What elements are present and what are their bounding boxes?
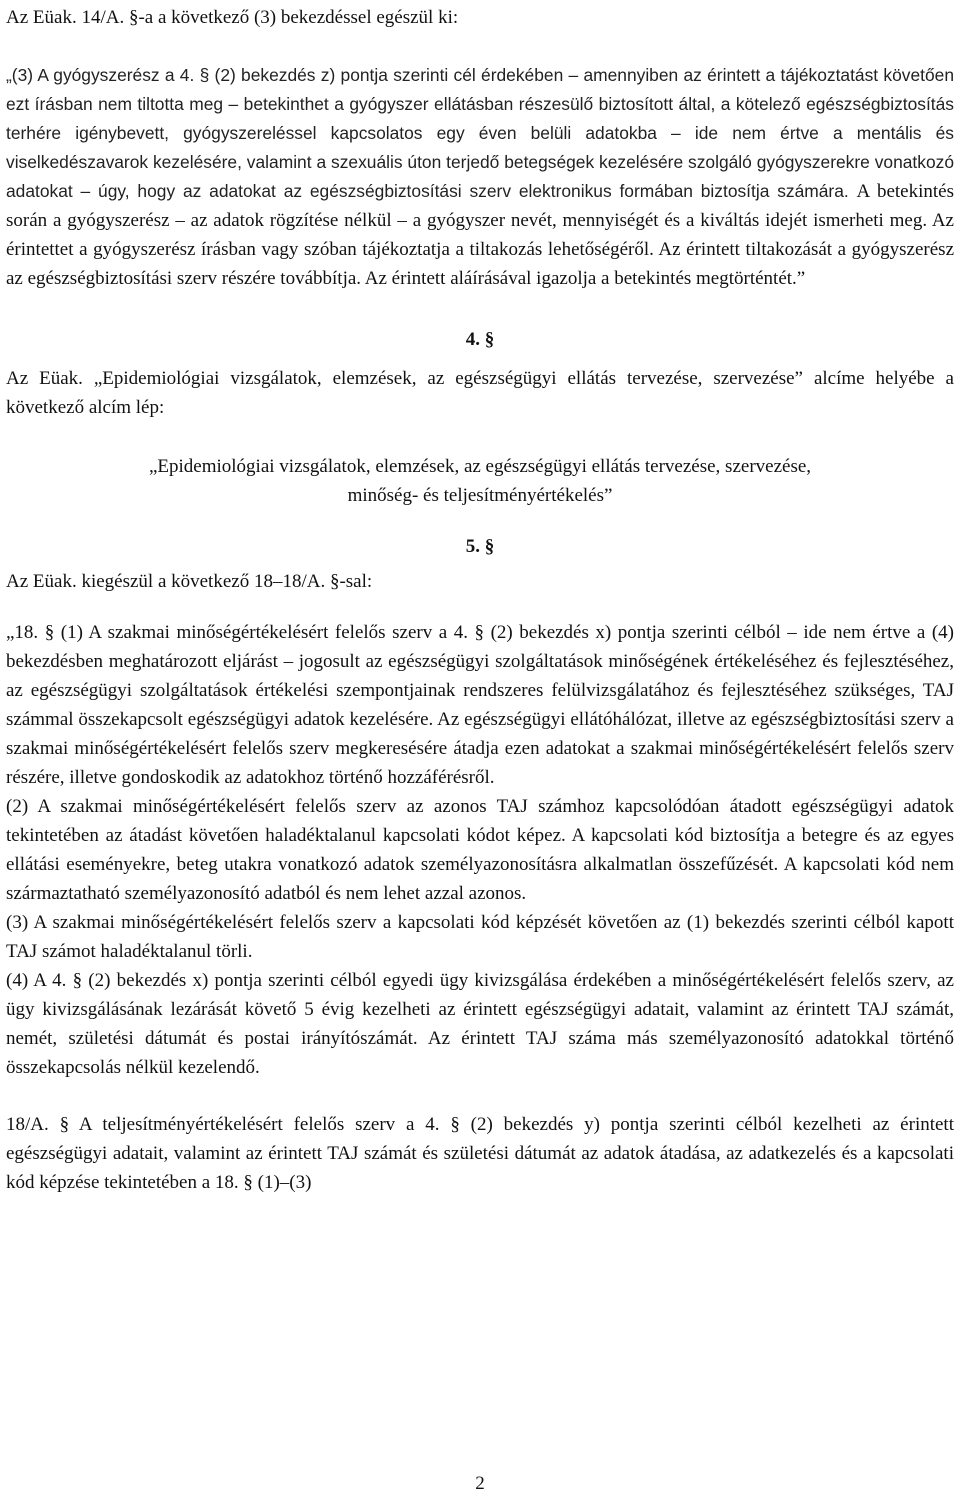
- spacer: [6, 354, 954, 364]
- paragraph-18-3: (3) A szakmai minőségértékelésért felelős szerv a kapcsolati kód képzését követően az (1) bekezdés szerinti célból kapott TAJ számot haladéktalanul törli.: [6, 912, 954, 962]
- page-number: 2: [475, 1473, 485, 1494]
- spacer: [6, 510, 954, 532]
- spacer: [6, 422, 954, 452]
- subtitle-line-1: „Epidemiológiai vizsgálatok, elemzések, az egészségügyi ellátás tervezése, szervezése,: [148, 456, 812, 477]
- spacer: [6, 596, 954, 618]
- paragraph-14a-3: „(3) A gyógyszerész a 4. § (2) bekezdés z) pontja szerinti cél érdekében – amennyiben az érintett a tájékoztatást követően ezt írásban nem tiltotta meg – betekinthet a gyógyszer ellátásban részesülő biztosított által, a kötelező egészségbiztosítás terhére igénybevett, gyógyszereléssel kapcsolatos egy éven belüli adatokba – ide nem értve a mentális és viselkedészavarok kezelésére, valamint a szexuális úton terjedő betegségek kezelésére szolgáló gyógyszerekre vonatkozó adatokat – úgy, hogy az adatokat az egészségbiztosítási szerv elektronikus formában biztosítja számára. A betekintés során a gyógyszerész – az adatok rögzítése nélkül – a gyógyszer nevét, mennyiségét és a kiváltás idejét ismerheti meg. Az érintettet a gyógyszerész írásban vagy szóban tájékoztatja a tiltakozás lehetőségéről. Az érintett tiltakozását a gyógyszerész az egészségbiztosítási szerv részére továbbítja. Az érintett aláírásával igazolja a betekintés megtörténtét.”: [6, 65, 954, 289]
- spacer: [6, 293, 954, 325]
- section-5-heading: 5. §: [465, 536, 495, 557]
- subtitle-line-2: minőség- és teljesítményértékelés”: [347, 485, 613, 506]
- section-4-heading: 4. §: [465, 329, 495, 350]
- document-page: [6, 0, 954, 1197]
- spacer: [6, 32, 954, 61]
- spacer: [6, 1082, 954, 1110]
- paragraph-18-4: (4) A 4. § (2) bekezdés x) pontja szerinti célból egyedi ügy kivizsgálása érdekében a minőségértékelésért felelős szerv, az ügy kivizsgálásának lezárását követő 5 évig kezelheti az érintett egészségügyi adatait, valamint az érintett TAJ számát, nemét, születési dátumát és postai irányítószámát. Az érintett TAJ száma más személyazonosító adatokkal történő összekapcsolás nélkül kezelendő.: [6, 970, 954, 1078]
- section-5-text: Az Eüak. kiegészül a következő 18–18/A. §-sal:: [6, 571, 373, 592]
- intro-line: Az Eüak. 14/A. §-a a következő (3) bekezdéssel egészül ki:: [6, 7, 459, 28]
- paragraph-18-2: (2) A szakmai minőségértékelésért felelős szerv az azonos TAJ számhoz kapcsolódóan átadott egészségügyi adatok tekintetében az átadást követően haladéktalanul kapcsolati kódot képez. A kapcsolati kód biztosítja a betegre és az egyes ellátási eseményekre, beteg utakra vonatkozó adatok személyazonosításra alkalmatlan összefűzését. A kapcsolati kód nem származtatható személyazonosító adatból és nem lehet azzal azonos.: [6, 796, 954, 904]
- section-4-text: Az Eüak. „Epidemiológiai vizsgálatok, elemzések, az egészségügyi ellátás tervezése, szervezése” alcíme helyébe a következő alcím lép:: [6, 368, 954, 418]
- paragraph-18a: 18/A. § A teljesítményértékelésért felelős szerv a 4. § (2) bekezdés y) pontja szerinti célból kezelheti az érintett egészségügyi adatait, valamint az érintett TAJ számát és születési dátumát az adatok átadása, az adatkezelés és a kapcsolati kód képzése tekintetében a 18. § (1)–(3): [6, 1114, 954, 1193]
- paragraph-18-1: „18. § (1) A szakmai minőségértékelésért felelős szerv a 4. § (2) bekezdés x) pontja szerinti célból – ide nem értve a (4) bekezdésben meghatározott eljárást – jogosult az egészségügyi szolgáltatások minőségének értékeléséhez és fejlesztéséhez, az egészségügyi szolgáltatások értékelési szempontjainak rendszeres felülvizsgálatához és fejlesztéséhez szükséges, TAJ számmal összekapcsolt egészségügyi adatok kezelésére. Az egészségügyi ellátóhálózat, illetve az egészségbiztosítási szerv a szakmai minőségértékelésért felelős szerv megkeresésére átadja ezen adatokat a szakmai minőségértékelésért felelős szerv részére, illetve gondoskodik az adatokhoz történő hozzáférésről.: [6, 622, 954, 788]
